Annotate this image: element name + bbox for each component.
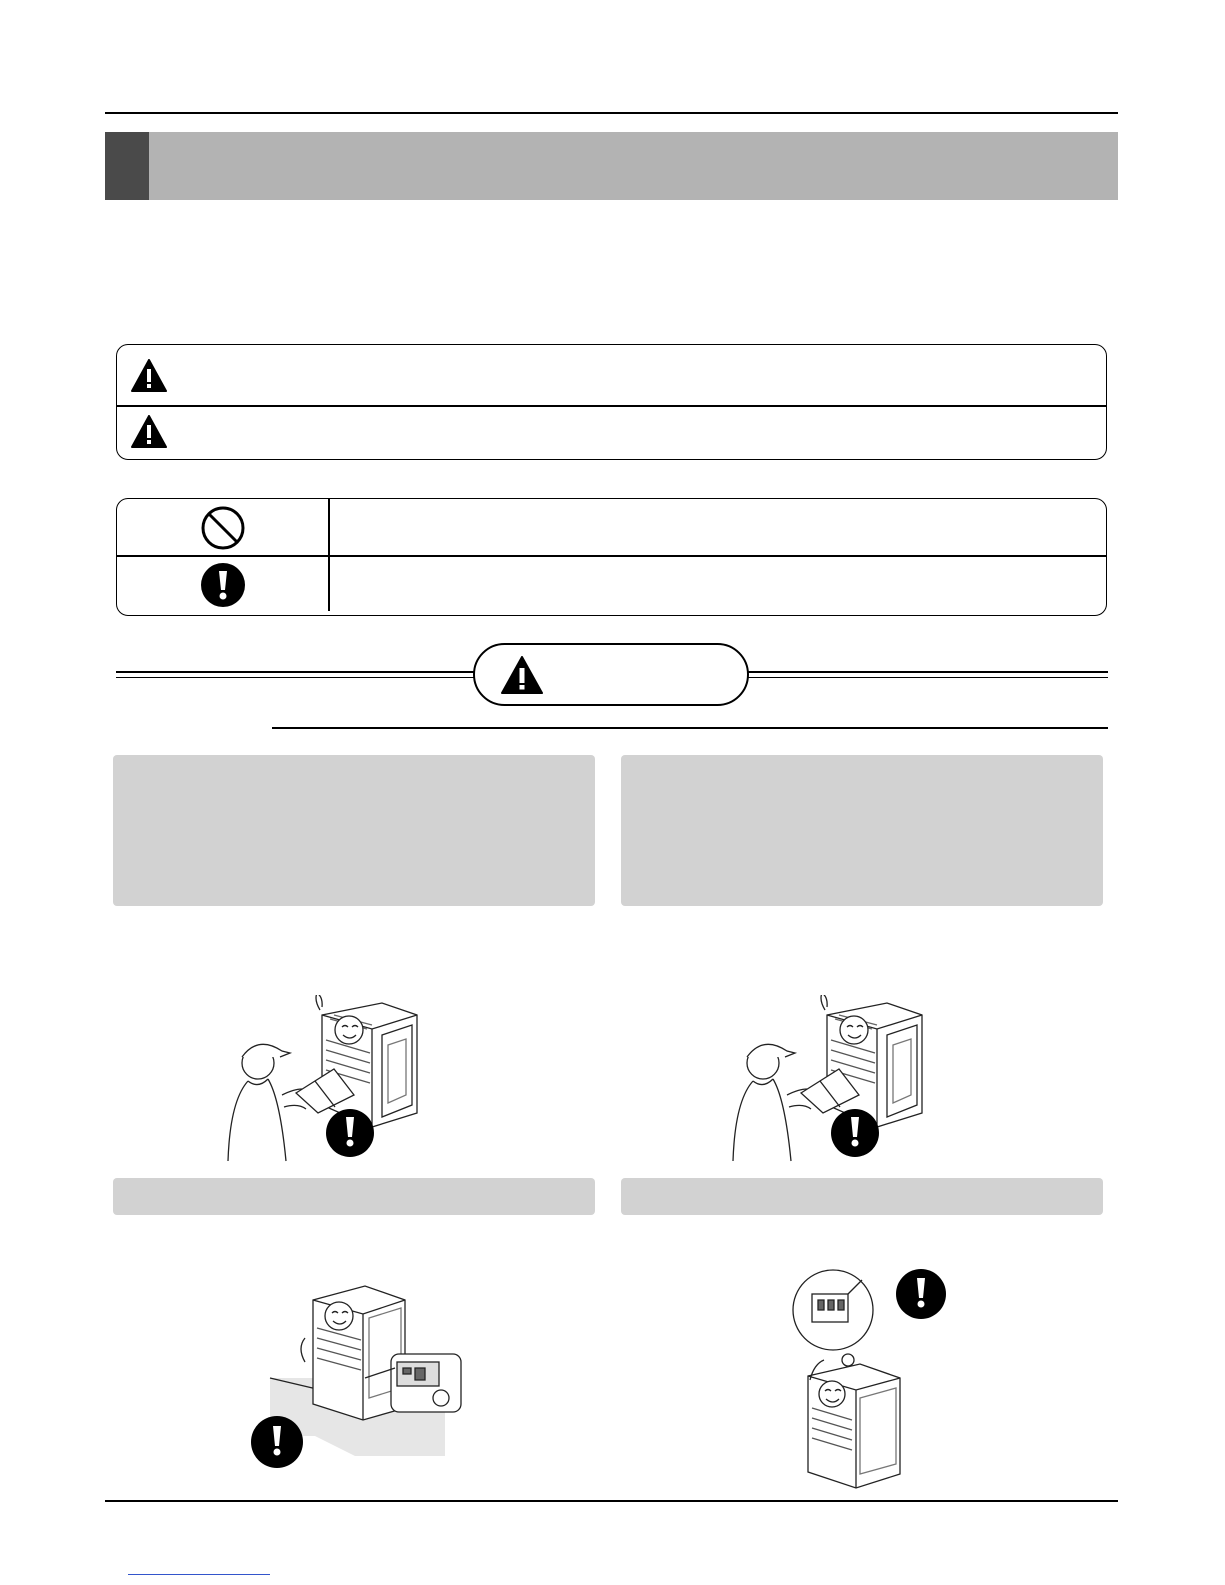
illustration-installer-reading-manual-right bbox=[727, 995, 927, 1170]
subsection-rule bbox=[272, 727, 1108, 729]
warning-banner-triangle-icon bbox=[501, 656, 543, 694]
footer-rule bbox=[105, 1500, 1118, 1502]
footer-link-underline[interactable] bbox=[128, 1574, 270, 1575]
header-rule bbox=[105, 112, 1118, 114]
symbol-legend-row-divider bbox=[117, 555, 1106, 557]
prohibited-circle-icon bbox=[200, 505, 246, 551]
banner-rule-right-top bbox=[748, 671, 1108, 673]
illustration-outdoor-unit-on-base bbox=[245, 1278, 475, 1470]
symbol-legend-box bbox=[116, 498, 1107, 616]
panel-1-heading-box bbox=[113, 755, 595, 906]
panel-2-heading-box bbox=[621, 755, 1103, 906]
intro-text bbox=[110, 240, 1110, 300]
banner-rule-left-bottom bbox=[116, 677, 474, 678]
section-title-bar bbox=[105, 132, 1118, 200]
banner-rule-right-bottom bbox=[748, 677, 1108, 678]
illustration-outdoor-unit-thinking bbox=[790, 1268, 950, 1490]
caution-triangle-icon bbox=[131, 415, 167, 448]
warning-banner bbox=[473, 643, 749, 706]
signal-word-row-warning bbox=[117, 345, 1106, 405]
panel-3-heading-box bbox=[113, 1178, 595, 1215]
section-title-tab bbox=[105, 132, 149, 200]
mandatory-exclamation-icon bbox=[200, 562, 246, 608]
banner-rule-left-top bbox=[116, 671, 474, 673]
signal-word-row-caution bbox=[117, 406, 1106, 460]
signal-word-box bbox=[116, 344, 1107, 460]
warning-triangle-icon bbox=[131, 359, 167, 392]
panel-4-heading-box bbox=[621, 1178, 1103, 1215]
illustration-installer-reading-manual-left bbox=[222, 995, 422, 1170]
